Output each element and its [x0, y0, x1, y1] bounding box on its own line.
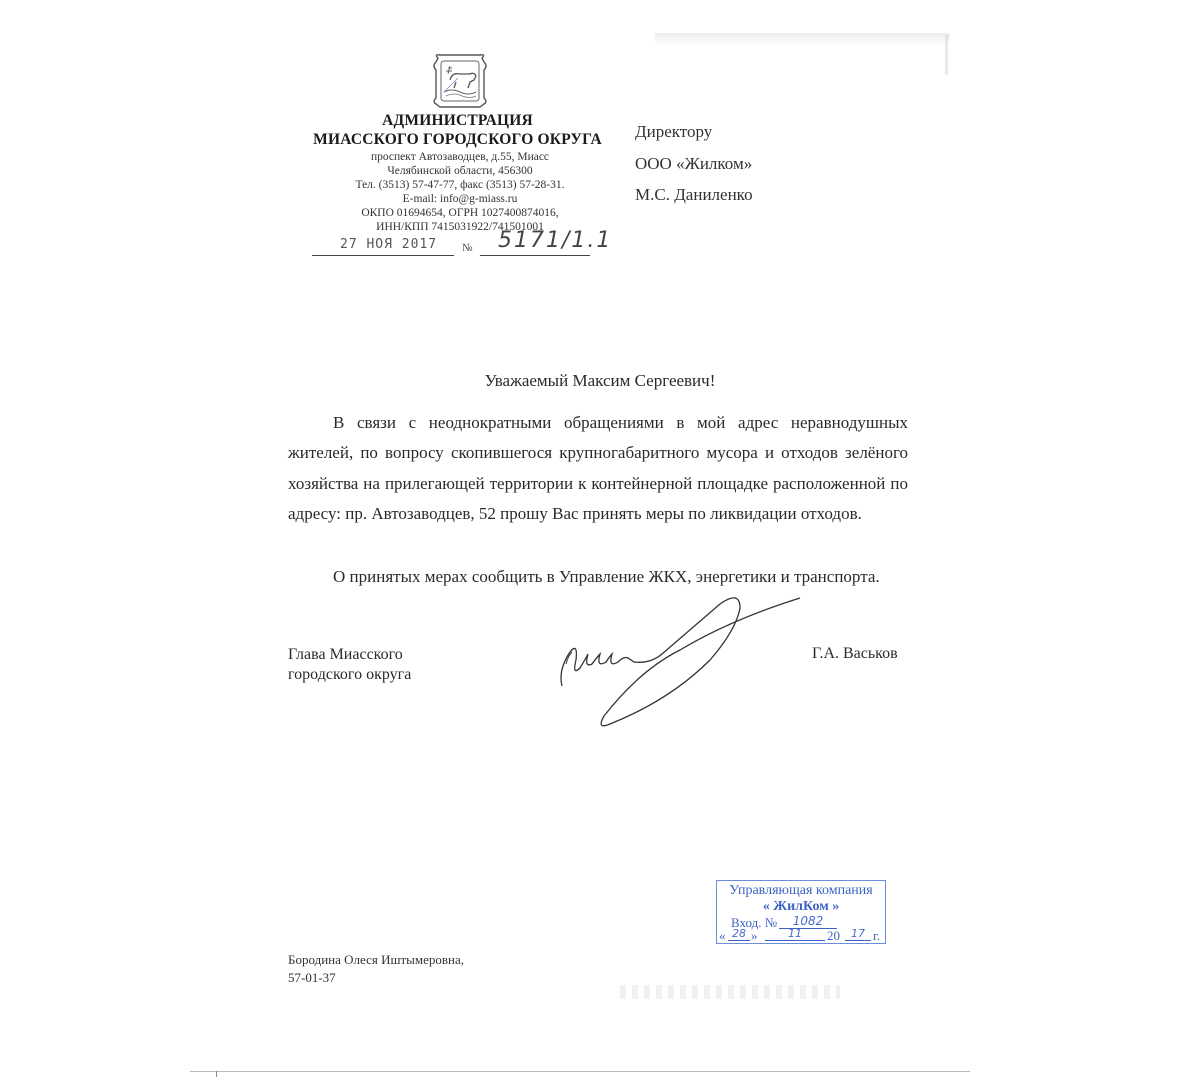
stamp-close-quote: » [751, 928, 758, 943]
stamp-month: 11 [765, 927, 825, 941]
outgoing-date: 27 НОЯ 2017 [340, 237, 438, 252]
stamp-company-name: « ЖилКом » [762, 899, 840, 914]
number-label: № [462, 242, 473, 254]
scan-artifact [655, 33, 950, 45]
scan-artifact [945, 35, 948, 75]
stamp-year-unit: г. [873, 928, 881, 943]
body-paragraph: В связи с неоднократными обращениями в мой адрес неравнодушных жителей, по вопросу скопившегося крупногабаритного мусора и отходов зелёного хозяйства на прилегающей территории к контейнерной площадке расположенной по адресу: пр. Автозаводцев, 52 прошу Вас принять меры по ликвидации отходов. [288, 413, 908, 523]
stamp-year-prefix: 20 [827, 928, 840, 943]
signer-position-line: городского округа [288, 666, 412, 683]
handwritten-signature [550, 590, 810, 740]
page-edge-tick [216, 1071, 217, 1077]
signer-position [288, 645, 411, 685]
org-address-region: Челябинской области, 456300 [387, 165, 533, 177]
org-codes: ОКПО 01694654, ОГРН 1027400874016, [361, 207, 559, 219]
stamp-incoming-number: 1082 [779, 914, 837, 929]
org-phone: Тел. (3513) 57-47-77, факс (3513) 57-28-31. [355, 179, 565, 191]
org-address: проспект Автозаводцев, д.55, Миасс [370, 151, 550, 163]
stamp-year-suffix: 17 [845, 927, 871, 941]
org-subtitle: МИАССКОГО ГОРОДСКОГО ОКРУГА [313, 131, 602, 148]
executor-phone: 57-01-37 [288, 970, 336, 985]
stamp-incoming-label: Вход. № [731, 915, 778, 930]
stamp-day: 28 [728, 927, 750, 941]
signer-position-line: Глава Миасского [288, 646, 403, 663]
addressee-name: М.С. Даниленко [635, 185, 753, 204]
org-email: E-mail: info@g-miass.ru [402, 193, 518, 205]
stamp-company-type: Управляющая компания [729, 883, 873, 898]
addressee-company: ООО «Жилком» [635, 154, 753, 173]
greeting: Уважаемый Максим Сергеевич! [484, 371, 716, 390]
page-edge [190, 1071, 970, 1072]
org-title: АДМИНИСТРАЦИЯ [382, 112, 533, 129]
org-inn: ИНН/КПП 7415031922/741501001 [376, 221, 544, 233]
executor-info [288, 951, 464, 987]
outgoing-number: 5171/1.1 [498, 228, 613, 253]
body-paragraph: О принятых мерах сообщить в Управление ЖКХ, энергетики и транспорта. [333, 567, 880, 586]
stamp-open-quote: « [719, 928, 726, 943]
scan-artifact [620, 985, 840, 999]
executor-name: Бородина Олеся Иштымеровна, [288, 952, 465, 967]
addressee-title: Директору [635, 122, 713, 141]
incoming-stamp [716, 880, 886, 944]
signer-name: Г.А. Васьков [812, 645, 898, 662]
coat-of-arms-icon [430, 52, 490, 110]
